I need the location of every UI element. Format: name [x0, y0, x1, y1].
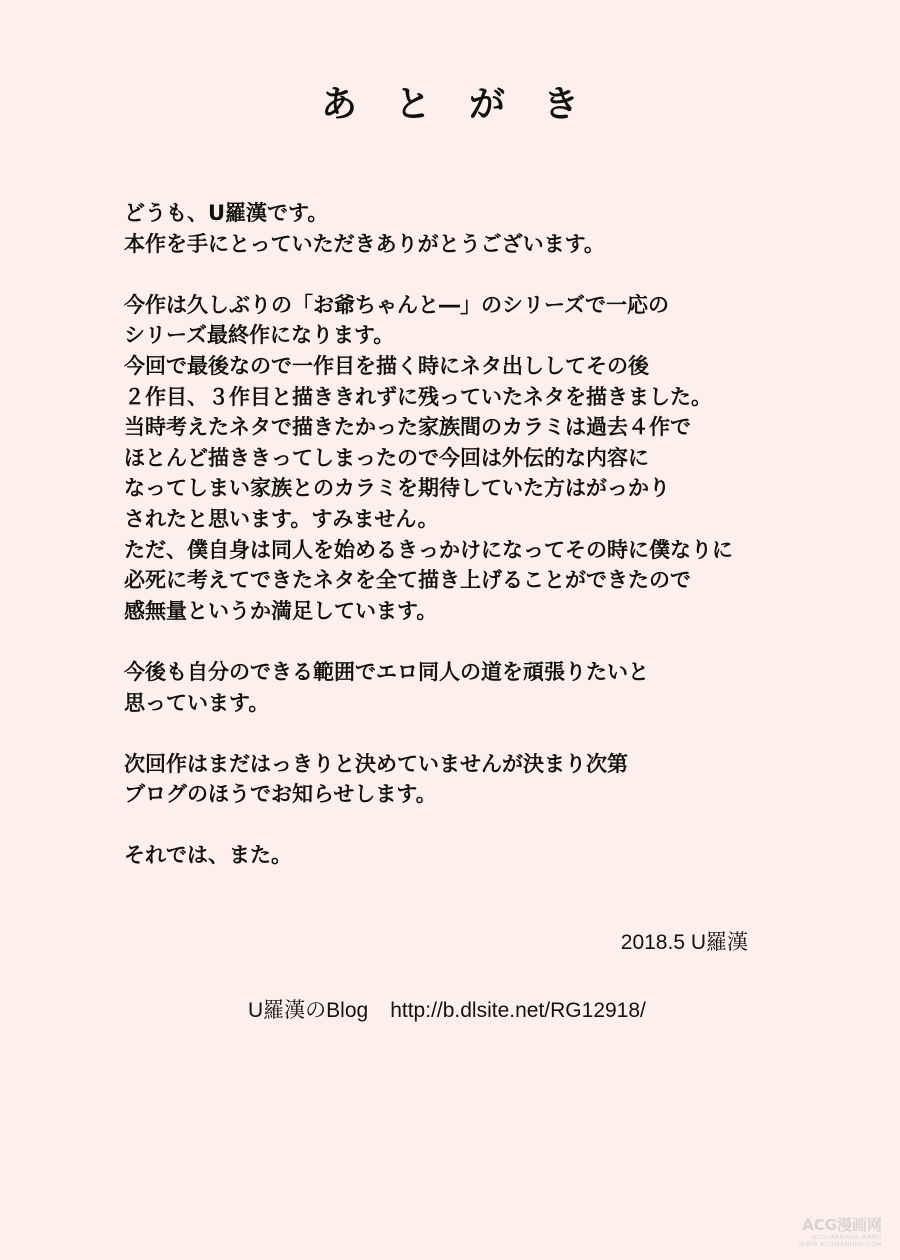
- text-line: 必死に考えてできたネタを全て描き上げることができたので: [124, 568, 691, 593]
- text-line: ただ、僕自身は同人を始めるきっかけになってその時に僕なりに: [124, 537, 733, 562]
- text-line: シリーズ最終作になります。: [124, 323, 395, 348]
- page-title: あとがき: [320, 83, 617, 125]
- text-line: ほとんど描ききってしまったので今回は外伝的な内容に: [124, 445, 649, 470]
- paragraph-next-work: [124, 749, 844, 810]
- watermark-sub-1: ACG-MANHUA.WANG: [812, 1234, 882, 1241]
- text-line: 思っています。: [124, 690, 270, 715]
- text-line: どうも、U羅漢です。: [124, 201, 329, 225]
- text-line: 本作を手にとっていただきありがとうございます。: [124, 231, 605, 256]
- text-line: ブログのほうでお知らせします。: [124, 782, 437, 807]
- watermark-sub-2: WWW.ACGMANHUA.COM: [798, 1241, 882, 1248]
- paragraph-main: [124, 290, 844, 627]
- blog-url: http://b.dlsite.net/RG12918/: [390, 999, 646, 1022]
- text-line: 当時考えたネタで描きたかった家族間のカラミは過去４作で: [124, 415, 691, 440]
- text-line: 今作は久しぶりの「お爺ちゃんと―」のシリーズで一応の: [124, 292, 669, 317]
- text-line: 今後も自分のできる範囲でエロ同人の道を頑張りたいと: [124, 659, 649, 684]
- watermark: [770, 1216, 882, 1248]
- text-line: ２作目、３作目と描ききれずに残っていたネタを描きました。: [124, 384, 712, 409]
- text-line: なってしまい家族とのカラミを期待していた方はがっかり: [124, 476, 670, 501]
- afterword-body: [124, 198, 844, 871]
- paragraph-future: [124, 657, 844, 718]
- text-line: それでは、また。: [124, 843, 292, 868]
- paragraph-closing: [124, 840, 844, 871]
- text-line: 今回で最後なので一作目を描く時にネタ出ししてその後: [124, 353, 649, 378]
- text-line: 次回作はまだはっきりと決めていませんが決まり次第: [124, 751, 628, 776]
- text-line: されたと思います。すみません。: [124, 506, 439, 531]
- text-line: 感無量というか満足しています。: [124, 598, 438, 623]
- blog-label: U羅漢のBlog: [248, 999, 369, 1022]
- watermark-main: ACG漫画网: [802, 1216, 882, 1234]
- signature-date-author: 2018.5 U羅漢: [620, 931, 748, 954]
- paragraph-greeting: [124, 198, 844, 259]
- blog-info: [248, 996, 646, 1026]
